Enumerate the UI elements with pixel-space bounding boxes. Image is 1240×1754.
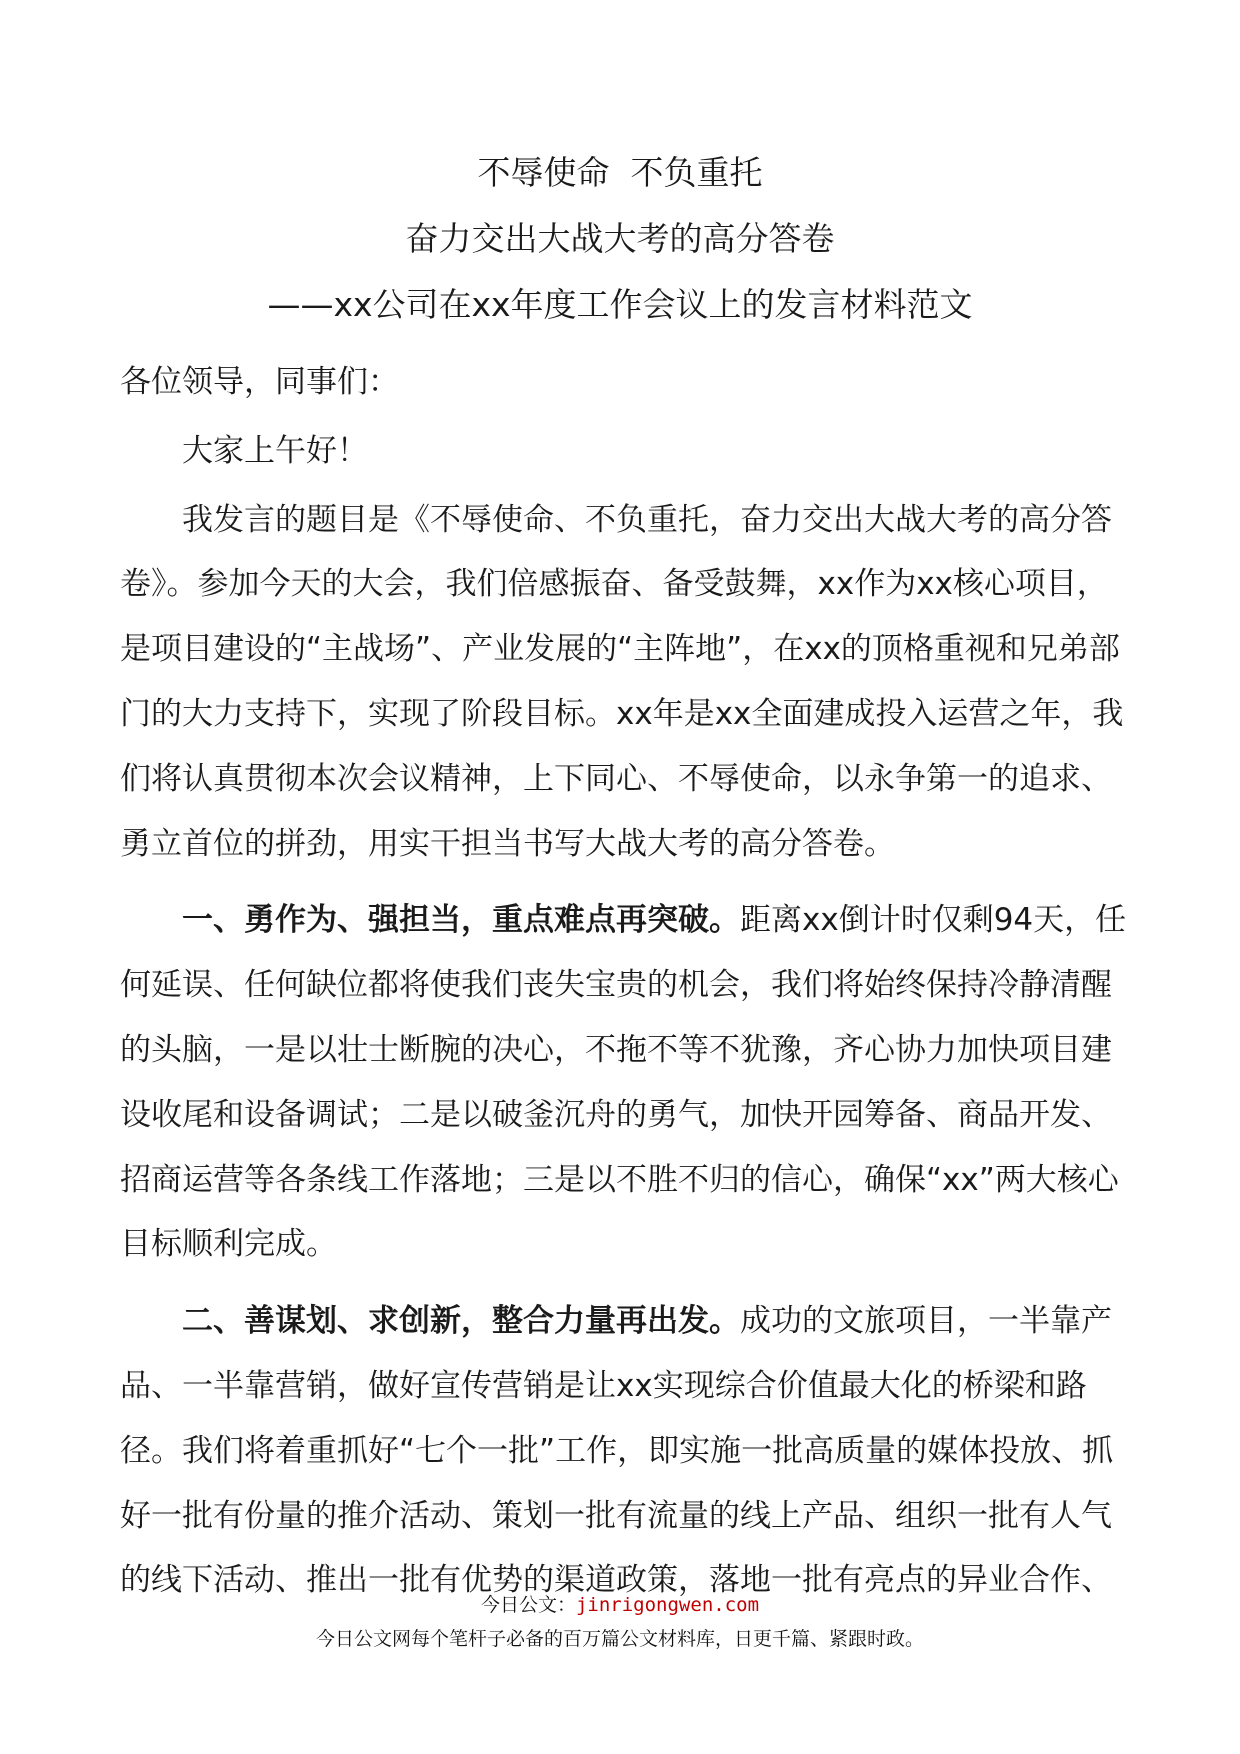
title-line-1: 不辱使命 不负重托: [477, 153, 763, 192]
section-paragraph-2: [120, 1289, 1130, 1613]
salutation: 各位领导，同事们：: [120, 364, 399, 400]
title-block: [0, 140, 1240, 338]
section-text-1: 距离xx倒计时仅剩94天，任何延误、任何缺位都将使我们丧失宝贵的机会，我们将始终保持冷静清醒的头脑，一是以壮士断腕的决心，不拖不等不犹豫，齐心协力加快项目建设收尾和设备调试；二是以破釜沉舟的勇气，加快开园筹备、商品开发、招商运营等各条线工作落地；三是以不胜不归的信心，确保“xx”两大核心目标顺利完成。: [120, 902, 1127, 1263]
title-line-2: 奋力交出大战大考的高分答卷: [405, 219, 835, 258]
section-heading-2: 二、善谋划、求创新，整合力量再出发。: [182, 1303, 740, 1340]
footer: [0, 1588, 1240, 1656]
footer-url-link[interactable]: jinrigongwen.com: [575, 1594, 760, 1616]
footer-label: 今日公文：: [480, 1594, 576, 1616]
footer-tagline: 今日公文网每个笔杆子必备的百万篇公文材料库，日更千篇、紧跟时政。: [315, 1628, 924, 1650]
intro-paragraph: 我发言的题目是《不辱使命、不负重托，奋力交出大战大考的高分答卷》。参加今天的大会，我们倍感振奋、备受鼓舞，xx作为xx核心项目，是项目建设的“主战场”、产业发展的“主阵地”，在xx的顶格重视和兄弟部门的大力支持下，实现了阶段目标。xx年是xx全面建成投入运营之年，我们将认真贯彻本次会议精神，上下同心、不辱使命，以永争第一的追求、勇立首位的拼劲，用实干担当书写大战大考的高分答卷。: [120, 501, 1124, 862]
section-text-2: 成功的文旅项目，一半靠产品、一半靠营销，做好宣传营销是让xx实现综合价值最大化的桥梁和路径。我们将着重抓好“七个一批”工作，即实施一批高质量的媒体投放、抓好一批有份量的推介活动、策划一批有流量的线上产品、组织一批有人气的线下活动、推出一批有优势的渠道政策，落地一批有亮点的异业合作、: [120, 1303, 1114, 1599]
section-paragraph-1: [120, 888, 1130, 1277]
greeting: 大家上午好！: [182, 432, 368, 469]
footer-source-line: [0, 1588, 1240, 1622]
subtitle-line: ——xx公司在xx年度工作会议上的发言材料范文: [267, 285, 973, 324]
section-heading-1: 一、勇作为、强担当，重点难点再突破。: [182, 902, 740, 939]
document-body: [120, 350, 1130, 1613]
